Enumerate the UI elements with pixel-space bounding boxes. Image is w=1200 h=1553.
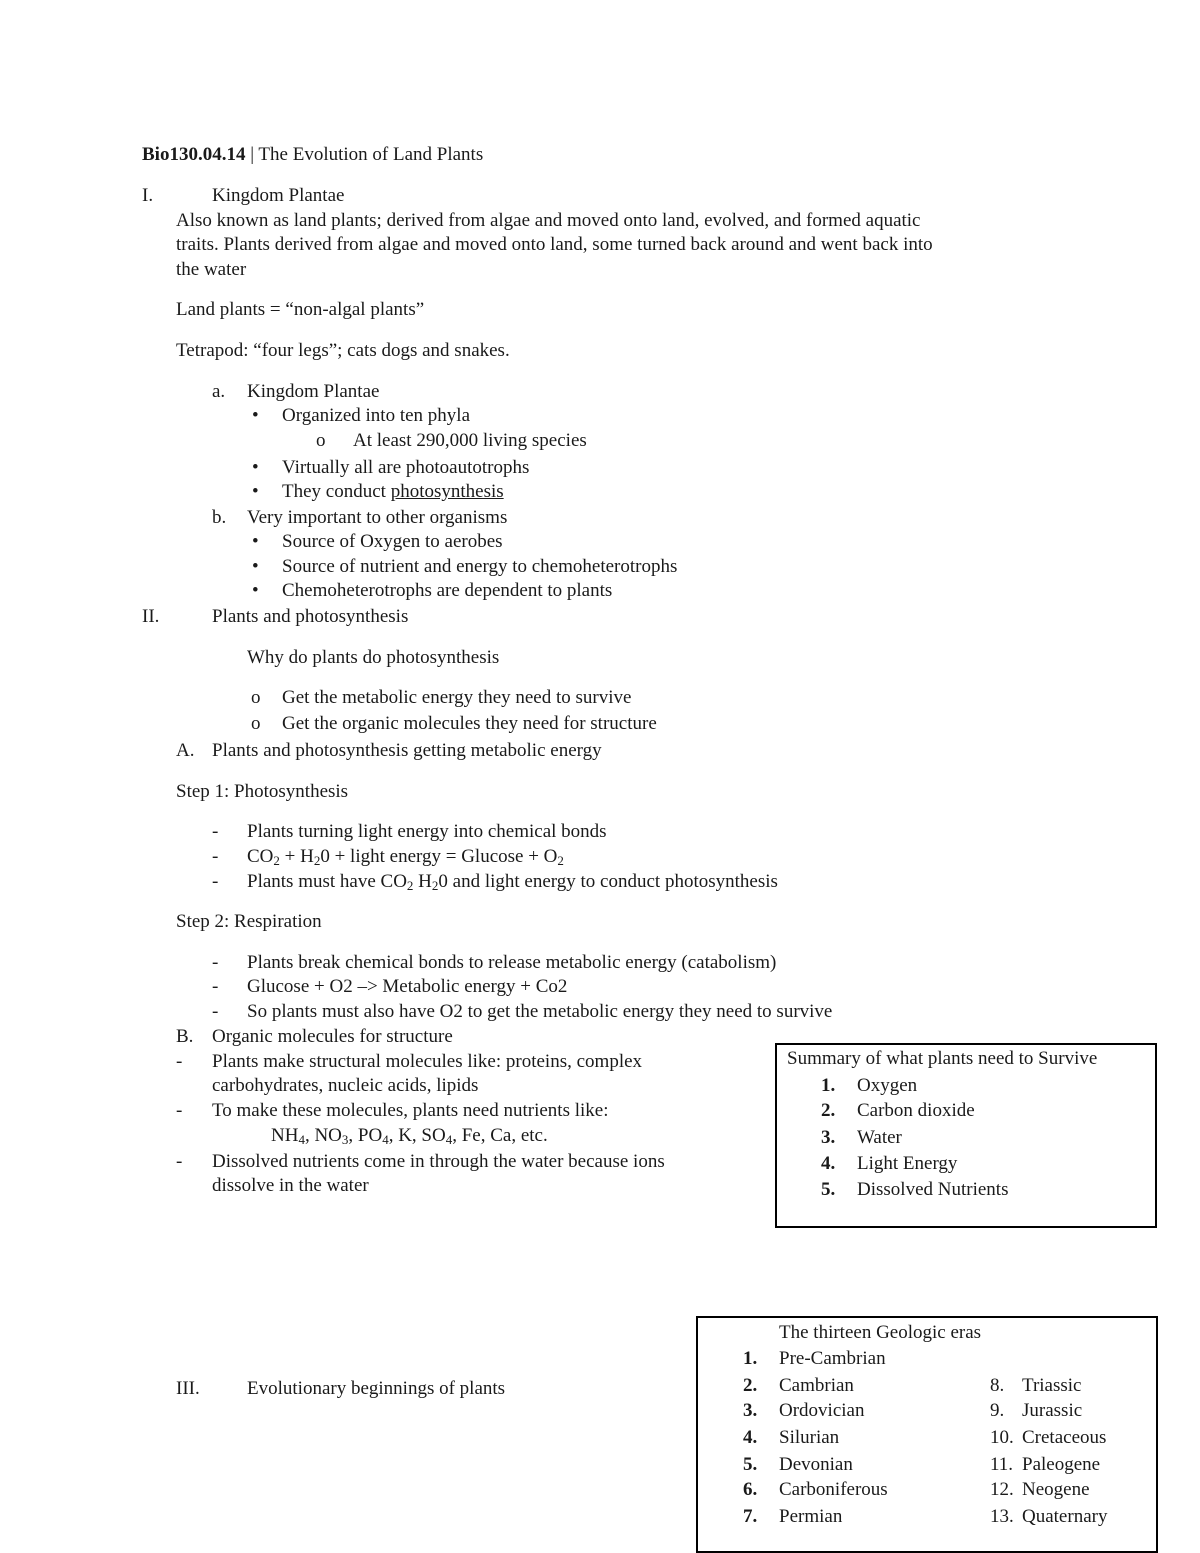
geologic-eras-box [696,1316,1158,1553]
paragraph-line: Also known as land plants; derived from algae and moved onto land, evolved, and formed aquatic [176,210,921,231]
section-heading: Evolutionary beginnings of plants [247,1378,506,1399]
subsection-label: Very important to other organisms [247,507,508,528]
list-item: Get the metabolic energy they need to survive [282,687,632,708]
equation-line: $CO_2 + H_20$ + light energy = $Glucose + O_2$ [247,846,564,868]
era-name: Paleogene [1022,1454,1101,1475]
era-number: 8. [990,1375,1005,1396]
subsection-label: Plants and photosynthesis getting metabolic energy [212,740,602,761]
list-item: dissolve in the water [212,1175,369,1196]
era-name: Silurian [779,1427,840,1448]
list-item: Source of Oxygen to aerobes [282,531,503,552]
section-numeral: I. [142,185,154,206]
section-numeral: II. [142,606,160,627]
dash-icon: - [212,871,219,892]
list-item: Chemoheterotrophs are dependent to plants [282,580,613,601]
bullet-icon: • [252,531,259,552]
era-name: Carboniferous [779,1479,888,1500]
list-item: Plants must have $CO_2$ $H_20$ and light energy to conduct photosynthesis [247,871,778,893]
list-marker: a. [212,381,226,402]
era-number: 4. [743,1427,758,1448]
dash-icon: - [212,1001,219,1022]
circle-bullet-icon: o [316,430,326,451]
era-name: Pre-Cambrian [779,1348,886,1369]
era-number: 11. [990,1454,1014,1475]
summary-item: Dissolved Nutrients [857,1179,1009,1200]
summary-item-number: 2. [821,1100,836,1121]
era-number: 2. [743,1375,758,1396]
era-name: Jurassic [1022,1400,1083,1421]
bullet-icon: • [252,580,259,601]
era-number: 10. [990,1427,1014,1448]
era-number: 9. [990,1400,1005,1421]
summary-box [775,1043,1157,1228]
subsection-label: Organic molecules for structure [212,1026,453,1047]
list-item: Plants turning light energy into chemical bonds [247,821,607,842]
eras-title: The thirteen Geologic eras [779,1322,982,1343]
dash-icon: - [176,1100,183,1121]
dash-icon: - [212,952,219,973]
list-item: Dissolved nutrients come in through the water because ions [212,1151,665,1172]
list-item: At least 290,000 living species [353,430,587,451]
summary-item: Water [857,1127,902,1148]
era-number: 3. [743,1400,758,1421]
era-number: 12. [990,1479,1014,1500]
dash-icon: - [212,821,219,842]
nutrient-list: $NH_4$, $NO_3$, $PO_4$, K, $SO_4$, Fe, Ca, etc. [271,1125,548,1147]
summary-item-number: 1. [821,1075,836,1096]
list-item: carbohydrates, nucleic acids, lipids [212,1075,479,1096]
summary-item-number: 4. [821,1153,836,1174]
circle-bullet-icon: o [251,687,261,708]
summary-item: Oxygen [857,1075,918,1096]
era-name: Devonian [779,1454,853,1475]
era-name: Triassic [1022,1375,1082,1396]
list-item: To make these molecules, plants need nutrients like: [212,1100,609,1121]
step-title: Step 2: Respiration [176,911,322,932]
bullet-icon: • [252,405,259,426]
list-item: Glucose + O2 –> Metabolic energy + Co2 [247,976,568,997]
subsection-label: Kingdom Plantae [247,381,380,402]
list-item: Virtually all are photoautotrophs [282,457,530,478]
era-name: Cambrian [779,1375,854,1396]
land-plants-definition: Land plants = “non-algal plants” [176,299,425,320]
dash-icon: - [212,976,219,997]
summary-item-number: 3. [821,1127,836,1148]
paragraph-line: the water [176,259,247,280]
era-name: Neogene [1022,1479,1090,1500]
list-marker: B. [176,1026,194,1047]
era-name: Quaternary [1022,1506,1108,1527]
list-marker: b. [212,507,227,528]
section-heading: Kingdom Plantae [212,185,345,206]
bullet-icon: • [252,556,259,577]
era-number: 6. [743,1479,758,1500]
era-name: Permian [779,1506,843,1527]
dash-icon: - [212,846,219,867]
circle-bullet-icon: o [251,713,261,734]
era-number: 13. [990,1506,1014,1527]
era-number: 5. [743,1454,758,1475]
summary-item: Carbon dioxide [857,1100,975,1121]
section-heading: Plants and photosynthesis [212,606,409,627]
photosynthesis-link[interactable]: photosynthesis [390,481,504,502]
tetrapod-definition: Tetrapod: “four legs”; cats dogs and snakes. [176,340,510,361]
list-item: Get the organic molecules they need for structure [282,713,657,734]
title-separator: | [245,144,259,165]
list-item: Plants make structural molecules like: proteins, complex [212,1051,643,1072]
title-text: The Evolution of Land Plants [258,144,484,165]
summary-item-number: 5. [821,1179,836,1200]
bullet-icon: • [252,481,259,502]
era-name: Ordovician [779,1400,865,1421]
list-item: Organized into ten phyla [282,405,471,426]
section-numeral: III. [176,1378,200,1399]
era-number: 7. [743,1506,758,1527]
summary-title: Summary of what plants need to Survive [787,1048,1098,1069]
list-item: Plants break chemical bonds to release metabolic energy (catabolism) [247,952,777,973]
summary-item: Light Energy [857,1153,958,1174]
question-text: Why do plants do photosynthesis [247,647,500,668]
paragraph-line: traits. Plants derived from algae and moved onto land, some turned back around and went back into [176,234,933,255]
dash-icon: - [176,1151,183,1172]
era-number: 1. [743,1348,758,1369]
list-item: So plants must also have O2 to get the metabolic energy they need to survive [247,1001,833,1022]
list-item: Source of nutrient and energy to chemoheterotrophs [282,556,678,577]
dash-icon: - [176,1051,183,1072]
course-code: Bio130.04.14 [142,144,246,165]
list-marker: A. [176,740,195,761]
step-title: Step 1: Photosynthesis [176,781,349,802]
document-title [142,143,483,167]
bullet-icon: • [252,457,259,478]
era-name: Cretaceous [1022,1427,1107,1448]
list-item: They conduct photosynthesis [282,481,504,502]
